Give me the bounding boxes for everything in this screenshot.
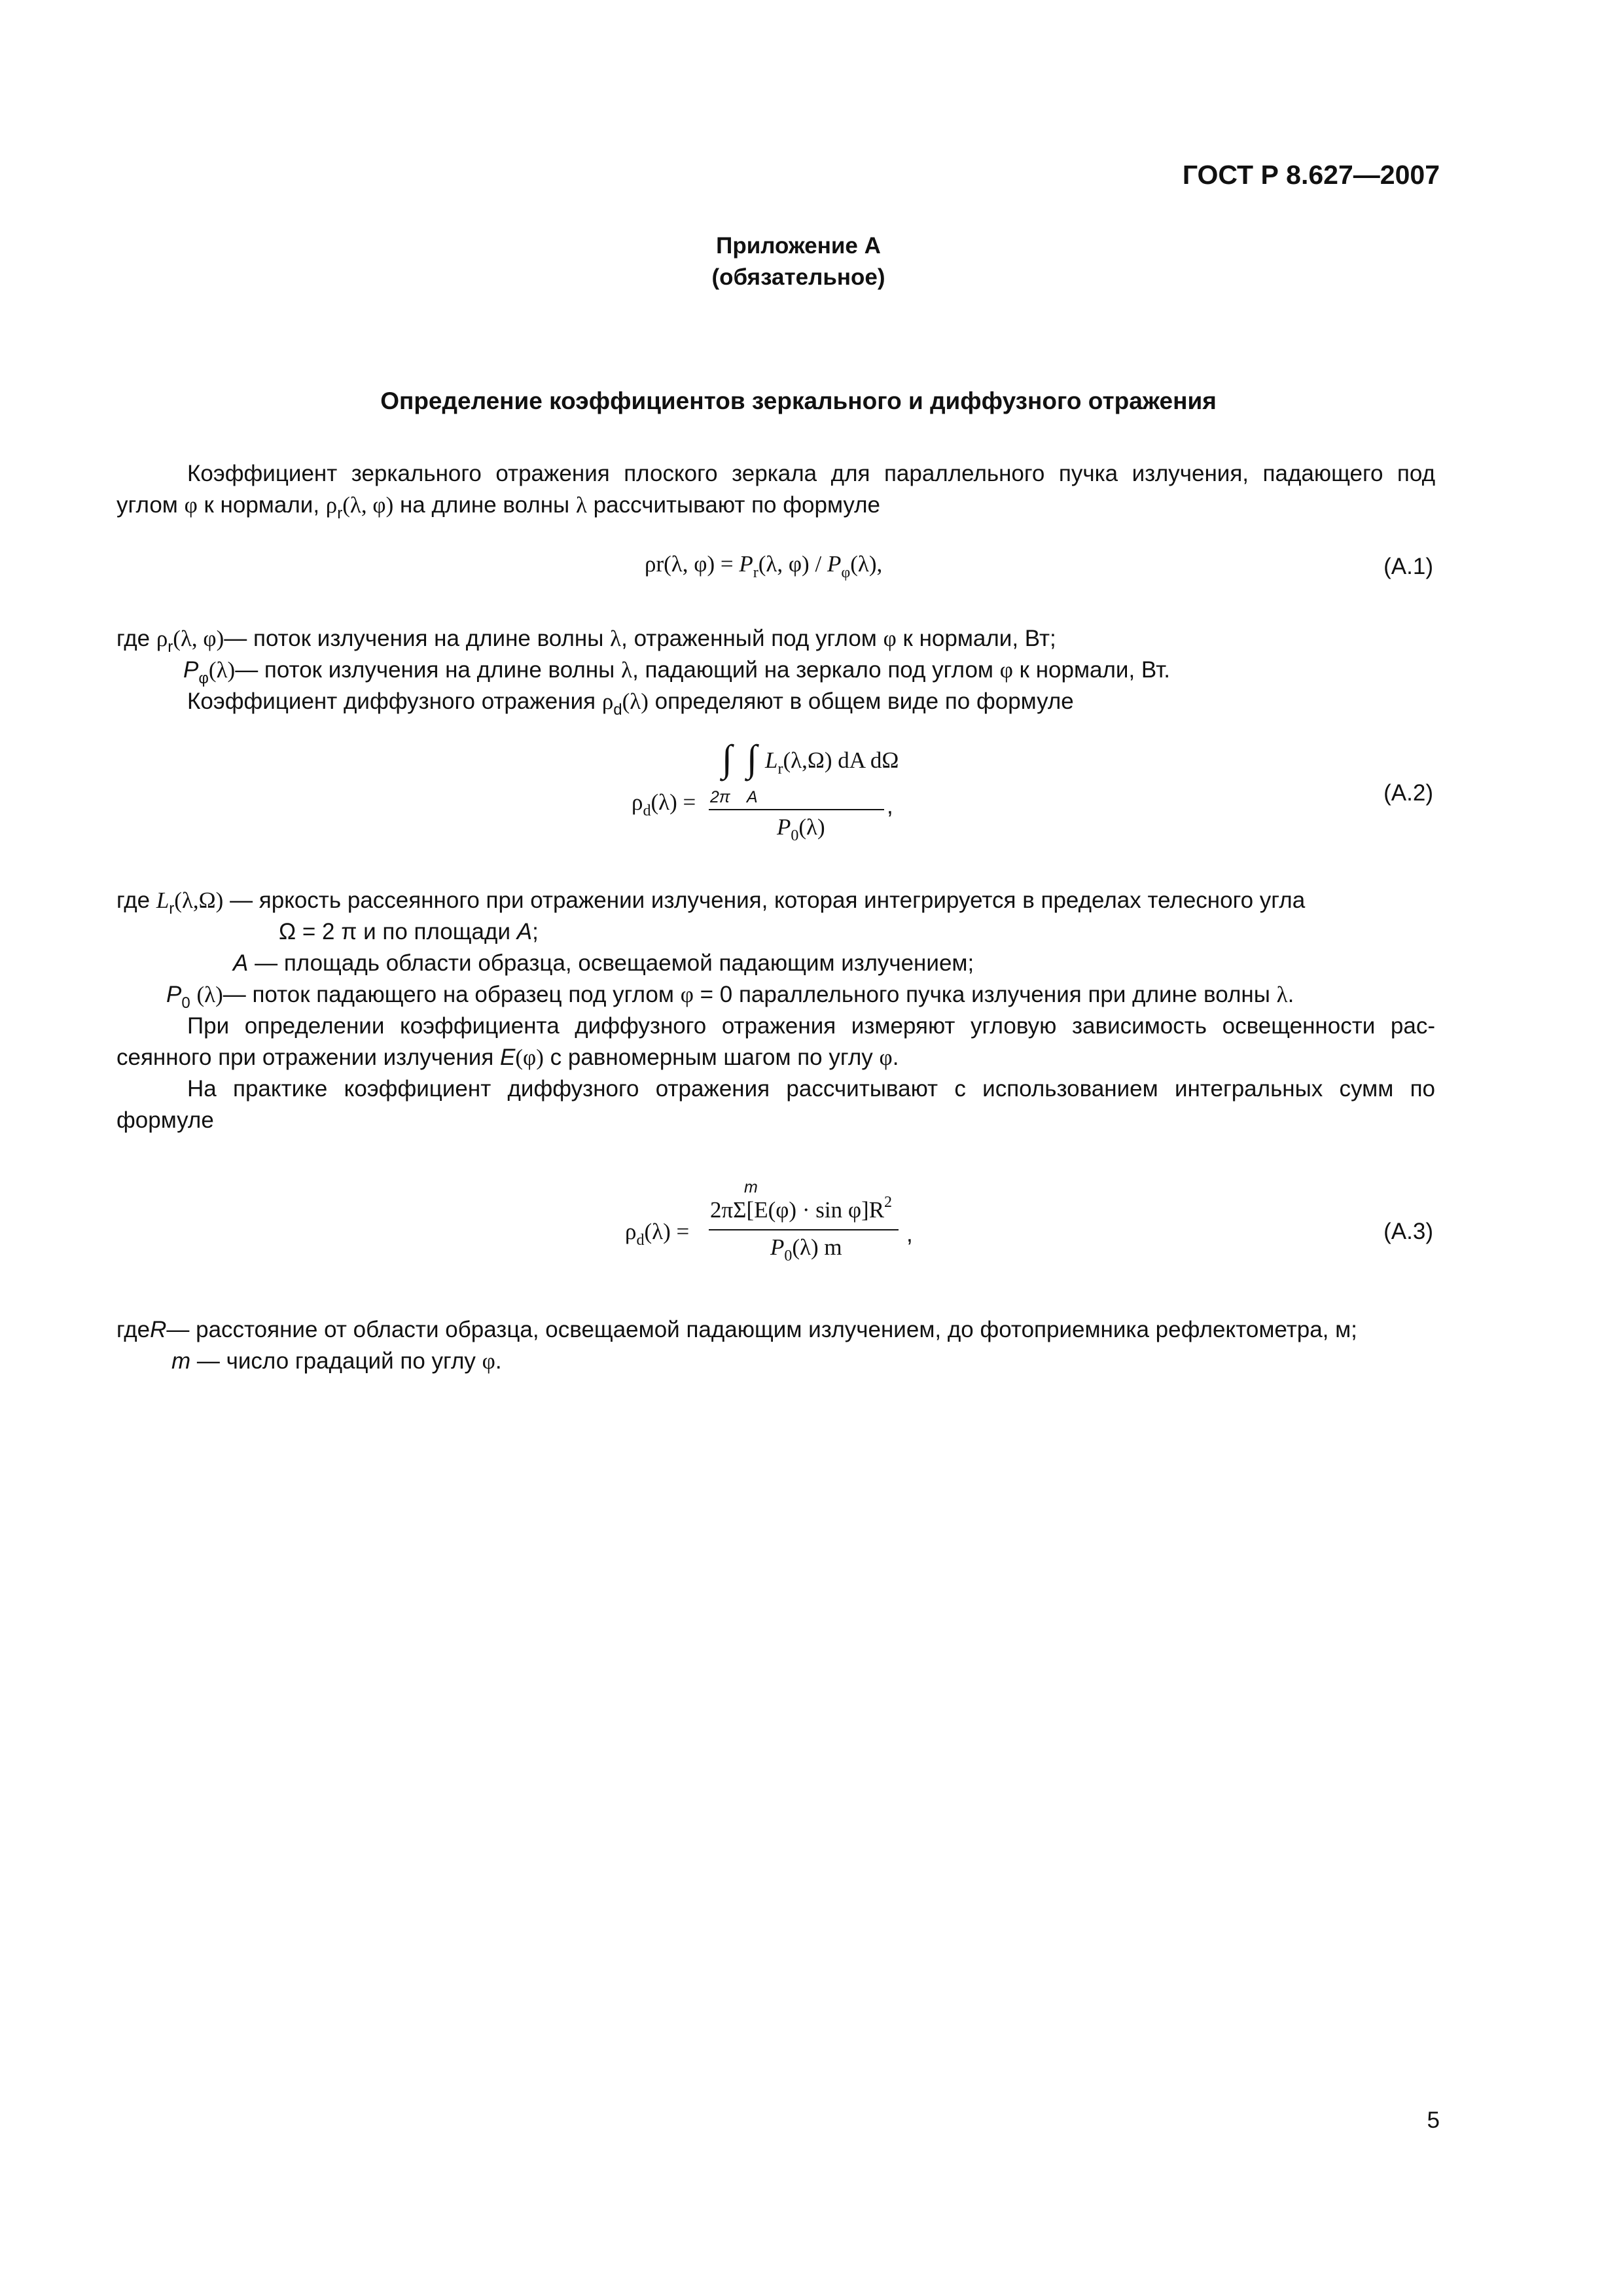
definition-a: A — площадь области образца, освещаемой падающим излучением;	[233, 950, 974, 976]
integral-sign-1: ∫	[722, 737, 732, 780]
equation-number-a3: (А.3)	[1383, 1219, 1433, 1244]
definition-p0: $P_0$ (λ)— поток падающего на образец под углом φ = 0 параллельного пучка излучения при длине волны λ.	[166, 982, 1294, 1012]
symbol-rho: ρ	[325, 492, 338, 518]
definition-p-phi: $P_\varphi(\lambda)—$ поток излучения на длине волны λ, падающий на зеркало под углом φ к нормали, Вт.	[183, 657, 1170, 687]
definition-l-r-cont: Ω = 2 π и по площади A;	[279, 919, 539, 944]
fraction-bar	[709, 809, 884, 810]
equation-number-a1: (А.1)	[1383, 554, 1433, 579]
paragraph-1-line-2: углом φ к нормали, $\rho_r(\lambda$, φ) на длине волны λ рассчитывают по формуле	[116, 492, 881, 522]
paragraph-1-line-1: Коэффициент зеркального отражения плоского зеркала для параллельного пучка излучения, падающего под	[187, 461, 1435, 486]
paragraph-4-line-1: На практике коэффициент диффузного отражения рассчитывают с использованием интегральных сумм по	[187, 1076, 1435, 1102]
definition-m: m — число градаций по углу φ.	[171, 1348, 502, 1374]
definition-r: гдеR— расстояние от области образца, освещаемой падающим излучением, до фотоприемника рефлектометра, м;	[116, 1317, 1357, 1342]
appendix-title: Приложение А	[716, 233, 881, 259]
paragraph-4-line-2: формуле	[116, 1107, 214, 1133]
equation-a3: $\rho_d(\lambda)$ = m $2\pi\Sigma[E(\varphi) \cdot \sin \varphi]R^2$ $P_0(\lambda)$ m ,	[625, 1178, 913, 1265]
appendix-status: (обязательное)	[711, 264, 885, 290]
fraction-bar	[709, 1229, 899, 1230]
paragraph-2: Коэффициент диффузного отражения $\rho_d(\lambda)$ определяют в общем виде по формуле	[187, 689, 1074, 719]
paragraph-3-line-2: сеянного при отражении излучения E(φ) с равномерным шагом по углу φ.	[116, 1045, 899, 1070]
integral-sign-2: ∫	[747, 737, 757, 780]
document-id: ГОСТ Р 8.627—2007	[1182, 160, 1440, 190]
equation-a1: ρr(λ, $\varphi) = P_r(\lambda$, $\varphi) / P_\varphi(\lambda)$,	[645, 551, 883, 581]
definition-l-r: где $L_r(\lambda,\Omega)$ — яркость рассеянного при отражении излучения, которая интегрируется в пределах телесного угла	[116, 888, 1306, 918]
symbol-lambda: λ	[575, 492, 587, 518]
section-heading: Определение коэффициентов зеркального и диффузного отражения	[380, 387, 1217, 414]
equation-a2: $\rho_d(\lambda)$ = ∫ ∫ 2π A $L_r(\lambda,\Omega)$ dA dΩ $P_0(\lambda)$ ,	[632, 737, 899, 844]
sigma-sign: Σ	[733, 1197, 747, 1223]
page-number: 5	[1427, 2108, 1440, 2133]
paragraph-3-line-1: При определении коэффициента диффузного отражения измеряют угловую зависимость освещенности рас-	[187, 1013, 1435, 1039]
equation-number-a2: (А.2)	[1383, 780, 1433, 806]
definition-rho-r: где $\rho_r(\lambda$, φ)— поток излучения на длине волны λ, отраженный под углом φ к нормали, Вт;	[116, 626, 1056, 656]
symbol-phi: φ	[184, 492, 198, 518]
